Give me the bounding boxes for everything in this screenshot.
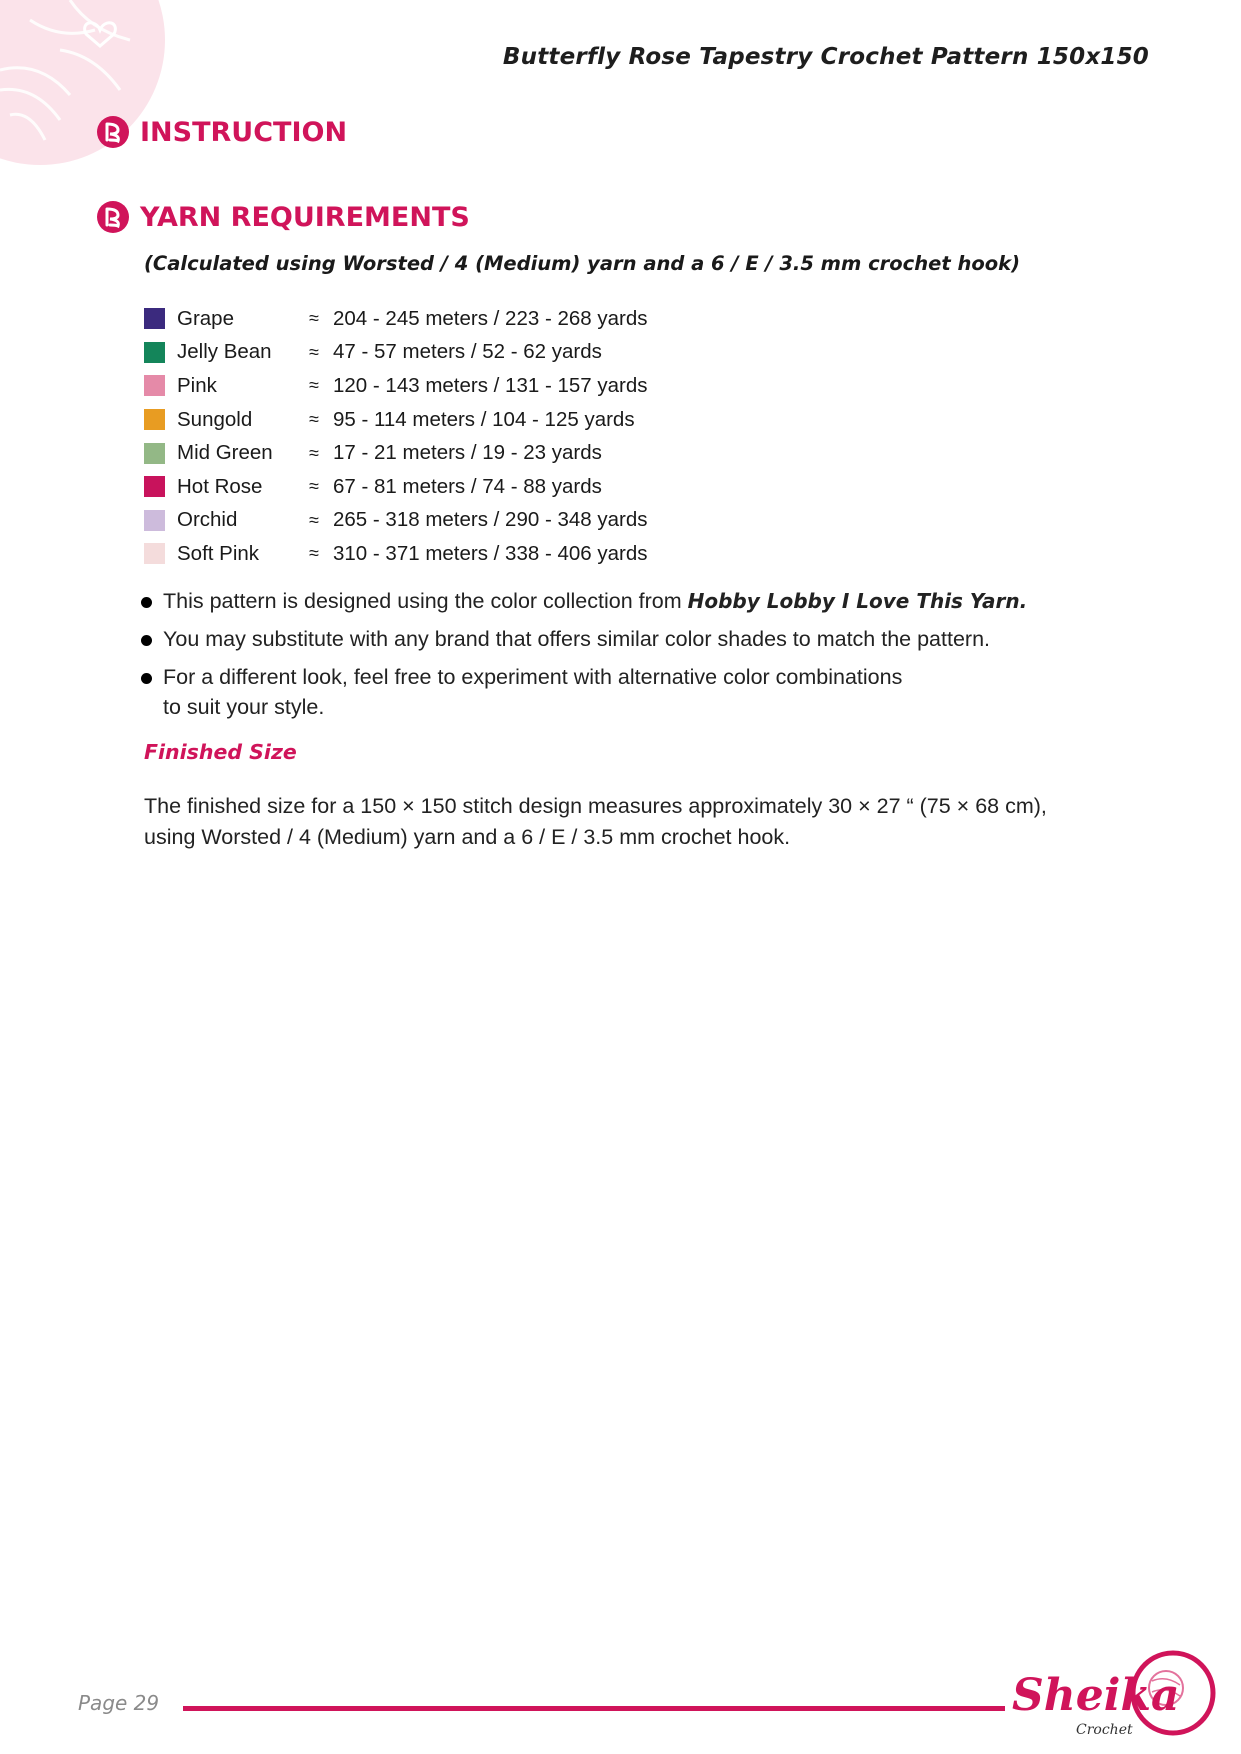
yarn-item: [144, 403, 648, 437]
yarn-amount: 47 - 57 meters / 52 - 62 yards: [333, 340, 602, 364]
brand-badge-icon: [96, 200, 130, 234]
instruction-heading: [96, 115, 347, 149]
color-swatch: [144, 543, 165, 564]
footer-divider: [183, 1706, 1005, 1711]
color-swatch: [144, 308, 165, 329]
yarn-name: Orchid: [177, 508, 238, 532]
yarn-requirements-heading: [96, 200, 470, 234]
color-swatch: [144, 375, 165, 396]
color-swatch: [144, 443, 165, 464]
page-number: Page 29: [78, 1691, 160, 1715]
yarn-item: [144, 436, 648, 470]
approx-symbol: ≈: [309, 409, 319, 430]
approx-symbol: ≈: [309, 375, 319, 396]
logo-wordmark: Sheika: [1012, 1670, 1180, 1721]
document-title: Butterfly Rose Tapestry Crochet Pattern 150x150: [502, 44, 1149, 70]
note-text: For a different look, feel free to experiment with alternative color combinations to suit your style.: [163, 665, 903, 719]
yarn-name: Grape: [177, 306, 234, 330]
bullet-icon: [141, 635, 152, 646]
yarn-requirements-heading-text: YARN REQUIREMENTS: [140, 201, 470, 233]
yarn-name: Pink: [177, 373, 217, 397]
list-item: [141, 662, 1027, 722]
note-text: This pattern is designed using the color collection from Hobby Lobby I Love This Yarn.: [163, 589, 1028, 613]
approx-symbol: ≈: [309, 308, 319, 329]
list-item: [141, 624, 1027, 654]
yarn-item: [144, 336, 648, 370]
yarn-amount: 67 - 81 meters / 74 - 88 yards: [333, 474, 602, 498]
approx-symbol: ≈: [309, 442, 319, 463]
yarn-amount: 17 - 21 meters / 19 - 23 yards: [333, 441, 602, 465]
bullet-icon: [141, 597, 152, 608]
brand-name: Hobby Lobby I Love This Yarn.: [687, 589, 1028, 613]
color-swatch: [144, 476, 165, 497]
approx-symbol: ≈: [309, 341, 319, 362]
yarn-item: [144, 369, 648, 403]
notes-list: [141, 586, 1027, 730]
finished-size-heading: Finished Size: [144, 740, 297, 764]
note-text: You may substitute with any brand that offers similar color shades to match the pattern.: [163, 627, 990, 651]
bullet-icon: [141, 673, 152, 684]
yarn-name: Sungold: [177, 407, 253, 431]
yarn-amount: 265 - 318 meters / 290 - 348 yards: [333, 508, 648, 532]
yarn-amount: 204 - 245 meters / 223 - 268 yards: [333, 306, 648, 330]
sheika-crochet-logo: [1010, 1648, 1220, 1740]
color-swatch: [144, 409, 165, 430]
yarn-name: Jelly Bean: [177, 340, 272, 364]
brand-badge-icon: [96, 115, 130, 149]
yarn-subtitle: (Calculated using Worsted / 4 (Medium) yarn and a 6 / E / 3.5 mm crochet hook): [144, 252, 1021, 275]
logo-subtext: Crochet: [1076, 1722, 1133, 1738]
approx-symbol: ≈: [309, 476, 319, 497]
color-swatch: [144, 342, 165, 363]
instruction-heading-text: INSTRUCTION: [140, 116, 348, 148]
approx-symbol: ≈: [309, 543, 319, 564]
color-swatch: [144, 510, 165, 531]
yarn-item: [144, 537, 648, 571]
yarn-name: Hot Rose: [177, 474, 263, 498]
approx-symbol: ≈: [309, 509, 319, 530]
list-item: [141, 586, 1027, 616]
yarn-amount: 95 - 114 meters / 104 - 125 yards: [333, 407, 635, 431]
yarn-amount: 310 - 371 meters / 338 - 406 yards: [333, 541, 648, 565]
yarn-item: [144, 504, 648, 538]
yarn-item: [144, 470, 648, 504]
yarn-name: Mid Green: [177, 441, 273, 465]
yarn-amount: 120 - 143 meters / 131 - 157 yards: [333, 373, 648, 397]
yarn-name: Soft Pink: [177, 541, 260, 565]
finished-size-text: The finished size for a 150 × 150 stitch design measures approximately 30 × 27 “ (75 × 68 cm), using Worsted / 4 (Medium) yarn and a 6 / E / 3.5 mm crochet hook.: [144, 794, 1047, 849]
yarn-list: [144, 302, 648, 571]
yarn-item: [144, 302, 648, 336]
